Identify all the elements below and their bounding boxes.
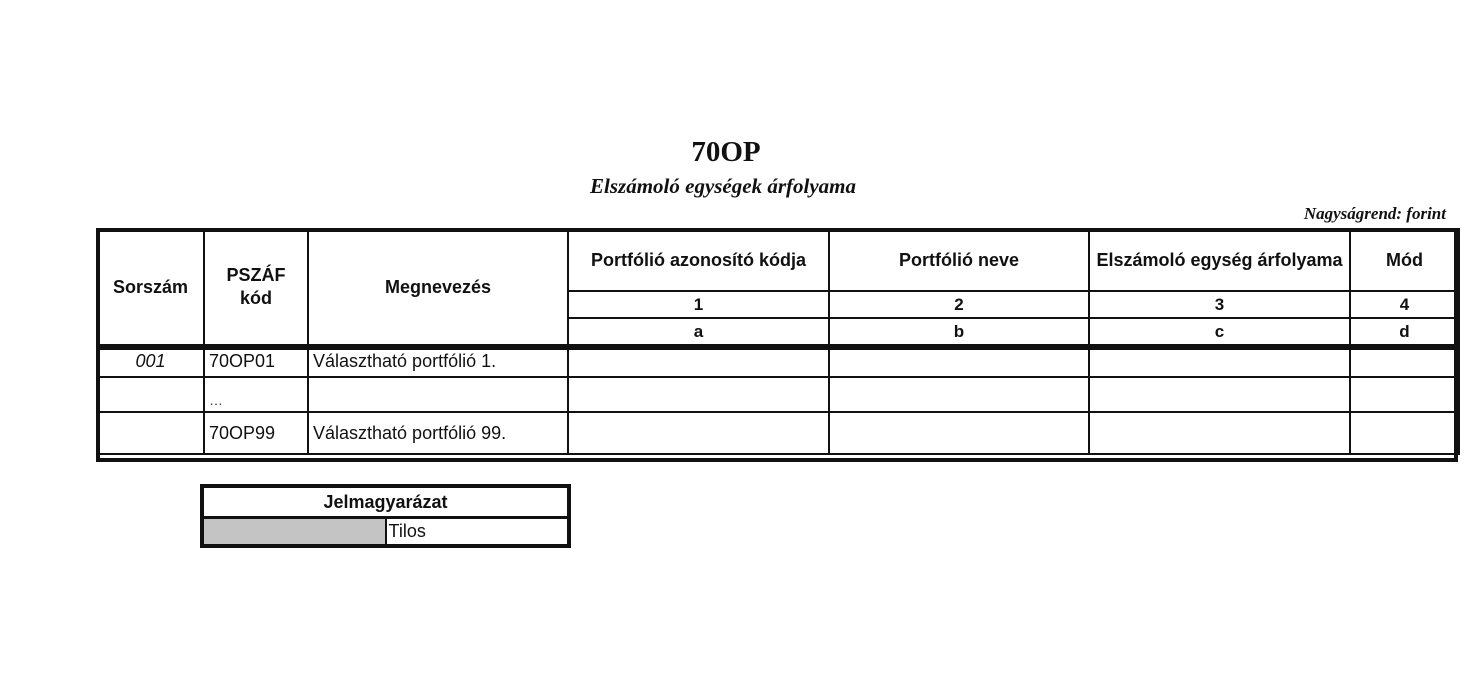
cell-portfolio-kod[interactable] [568, 377, 829, 412]
report-code: 70OP [691, 136, 761, 168]
col-header-portfolio-neve: Portfólió neve [829, 229, 1089, 291]
col-letter: c [1089, 318, 1350, 345]
cell-mod[interactable] [1350, 345, 1459, 377]
legend-table [200, 484, 571, 548]
col-number: 4 [1350, 291, 1459, 318]
col-number: 2 [829, 291, 1089, 318]
cell-portfolio-neve[interactable] [829, 345, 1089, 377]
col-header-mod: Mód [1350, 229, 1459, 291]
data-table [96, 228, 1460, 455]
report-subtitle: Elszámoló egységek árfolyama [590, 174, 856, 198]
legend-label: Tilos [388, 521, 426, 541]
col-letter: b [829, 318, 1089, 345]
cell-portfolio-neve[interactable] [829, 377, 1089, 412]
unit-label: Nagyságrend: forint [1303, 204, 1446, 223]
col-number: 1 [568, 291, 829, 318]
cell-portfolio-neve[interactable] [829, 412, 1089, 454]
table-row [97, 377, 1459, 412]
table-row [97, 412, 1459, 454]
col-header-arfolyam: Elszámoló egység árfolyama [1089, 229, 1350, 291]
cell-arfolyam[interactable] [1089, 345, 1350, 377]
cell-mod[interactable] [1350, 377, 1459, 412]
row-ellipsis: … [204, 377, 308, 412]
col-letter: d [1350, 318, 1459, 345]
row-kod: 70OP01 [204, 345, 308, 377]
row-sorszam [97, 412, 204, 454]
cell-mod[interactable] [1350, 412, 1459, 454]
row-megnevezes: Választható portfólió 99. [308, 412, 568, 454]
col-header-portfolio-kod: Portfólió azonosító kódja [568, 229, 829, 291]
table-row [97, 345, 1459, 377]
col-header-megnevezes: Megnevezés [308, 229, 568, 345]
row-megnevezes [308, 377, 568, 412]
cell-portfolio-kod[interactable] [568, 412, 829, 454]
col-header-pszaf-kod: PSZÁF kód [204, 229, 308, 345]
row-kod: 70OP99 [204, 412, 308, 454]
row-megnevezes: Választható portfólió 1. [308, 345, 568, 377]
cell-arfolyam[interactable] [1089, 377, 1350, 412]
row-sorszam: 001 [97, 345, 204, 377]
col-letter: a [568, 318, 829, 345]
legend-item [202, 518, 569, 547]
legend-swatch-forbidden [202, 518, 386, 547]
legend-title: Jelmagyarázat [202, 486, 569, 518]
col-number: 3 [1089, 291, 1350, 318]
cell-arfolyam[interactable] [1089, 412, 1350, 454]
cell-portfolio-kod[interactable] [568, 345, 829, 377]
col-header-sorszam: Sorszám [97, 229, 204, 345]
row-sorszam [97, 377, 204, 412]
